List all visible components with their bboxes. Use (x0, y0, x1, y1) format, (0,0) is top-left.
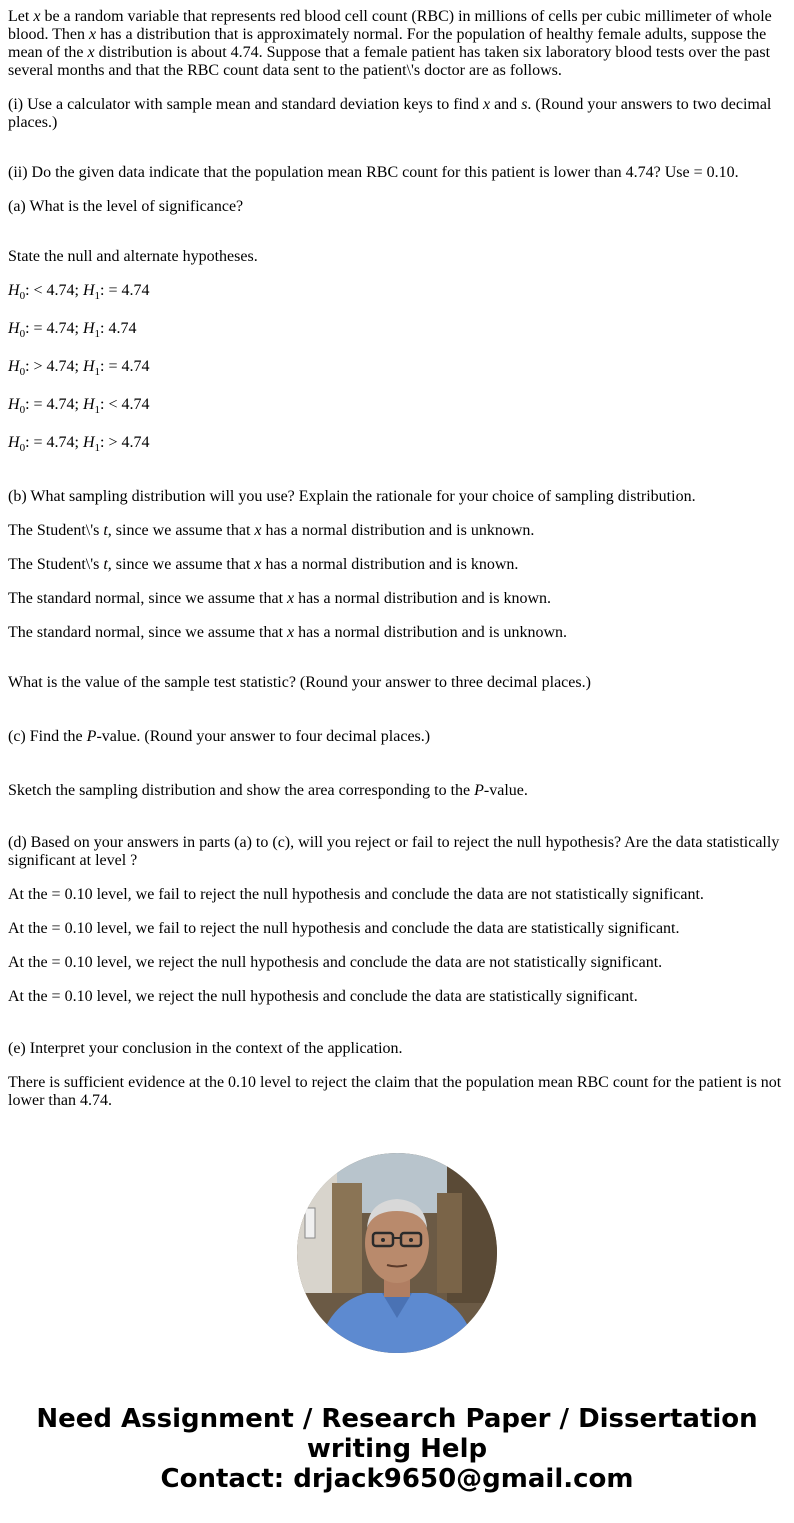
part-d-question: (d) Based on your answers in parts (a) to (c), will you reject or fail to reject the null hypothesis? Are the data statistically significant at level ? (8, 834, 780, 869)
hypothesis-option[interactable]: $H_0$: < 4.74; $H_1$: = 4.74 (8, 282, 150, 302)
distribution-option[interactable]: The standard normal, since we assume that x has a normal distribution and is known. (8, 590, 551, 607)
intro-paragraph: Let x be a random variable that represents red blood cell count (RBC) in millions of cells per cubic millimeter of whole blood. Then x has a distribution that is approximately normal. For the population of healthy female adults, suppose the mean of the x distribution is about 4.74. Suppose that a female patient has taken six laboratory blood tests over the past several months and that the RBC count data sent to the patient\'s doctor are as follows. (8, 8, 772, 79)
hypothesis-option[interactable]: $H_0$: > 4.74; $H_1$: = 4.74 (8, 358, 150, 378)
hypothesis-option[interactable]: $H_0$: = 4.74; $H_1$: 4.74 (8, 320, 137, 340)
distribution-option[interactable]: The Student\'s t, since we assume that x has a normal distribution and is unknown. (8, 522, 535, 539)
document-body (8, 8, 786, 1126)
conclusion-option[interactable]: At the = 0.10 level, we fail to reject the null hypothesis and conclude the data are statistically significant. (8, 920, 680, 937)
test-statistic-question: What is the value of the sample test statistic? (Round your answer to three decimal places.) (8, 674, 591, 691)
conclusion-option[interactable]: At the = 0.10 level, we reject the null hypothesis and conclude the data are not statistically significant. (8, 954, 663, 971)
part-b-question: (b) What sampling distribution will you use? Explain the rationale for your choice of sampling distribution. (8, 488, 696, 505)
portrait-image (297, 1153, 497, 1353)
part-e-question: (e) Interpret your conclusion in the context of the application. (8, 1040, 403, 1057)
part-ii-question: (ii) Do the given data indicate that the population mean RBC count for this patient is lower than 4.74? Use = 0.10. (8, 164, 739, 181)
part-a-question: (a) What is the level of significance? (8, 198, 244, 215)
footer-contact: Contact: drjack9650@gmail.com (160, 1464, 634, 1494)
distribution-option[interactable]: The standard normal, since we assume that x has a normal distribution and is unknown. (8, 624, 567, 641)
part-e-answer: There is sufficient evidence at the 0.10 level to reject the claim that the population mean RBC count for the patient is not lower than 4.74. (8, 1074, 782, 1109)
footer-line-1: Need Assignment / Research Paper / Dissertation (36, 1404, 758, 1434)
hypothesis-option[interactable]: $H_0$: = 4.74; $H_1$: < 4.74 (8, 396, 150, 416)
conclusion-option[interactable]: At the = 0.10 level, we fail to reject the null hypothesis and conclude the data are not statistically significant. (8, 886, 704, 903)
footer-banner (0, 1404, 794, 1494)
conclusion-option[interactable]: At the = 0.10 level, we reject the null hypothesis and conclude the data are statistically significant. (8, 988, 638, 1005)
sketch-prompt: Sketch the sampling distribution and show the area corresponding to the P-value. (8, 782, 528, 799)
distribution-option[interactable]: The Student\'s t, since we assume that x has a normal distribution and is known. (8, 556, 519, 573)
part-c-question: (c) Find the P-value. (Round your answer to four decimal places.) (8, 728, 431, 745)
hypotheses-prompt: State the null and alternate hypotheses. (8, 248, 258, 265)
hypothesis-option[interactable]: $H_0$: = 4.74; $H_1$: > 4.74 (8, 434, 150, 454)
author-photo (297, 1153, 497, 1353)
part-i-question: (i) Use a calculator with sample mean and standard deviation keys to find x and s. (Round your answers to two decimal places.) (8, 96, 772, 131)
footer-line-2: writing Help (306, 1434, 488, 1464)
